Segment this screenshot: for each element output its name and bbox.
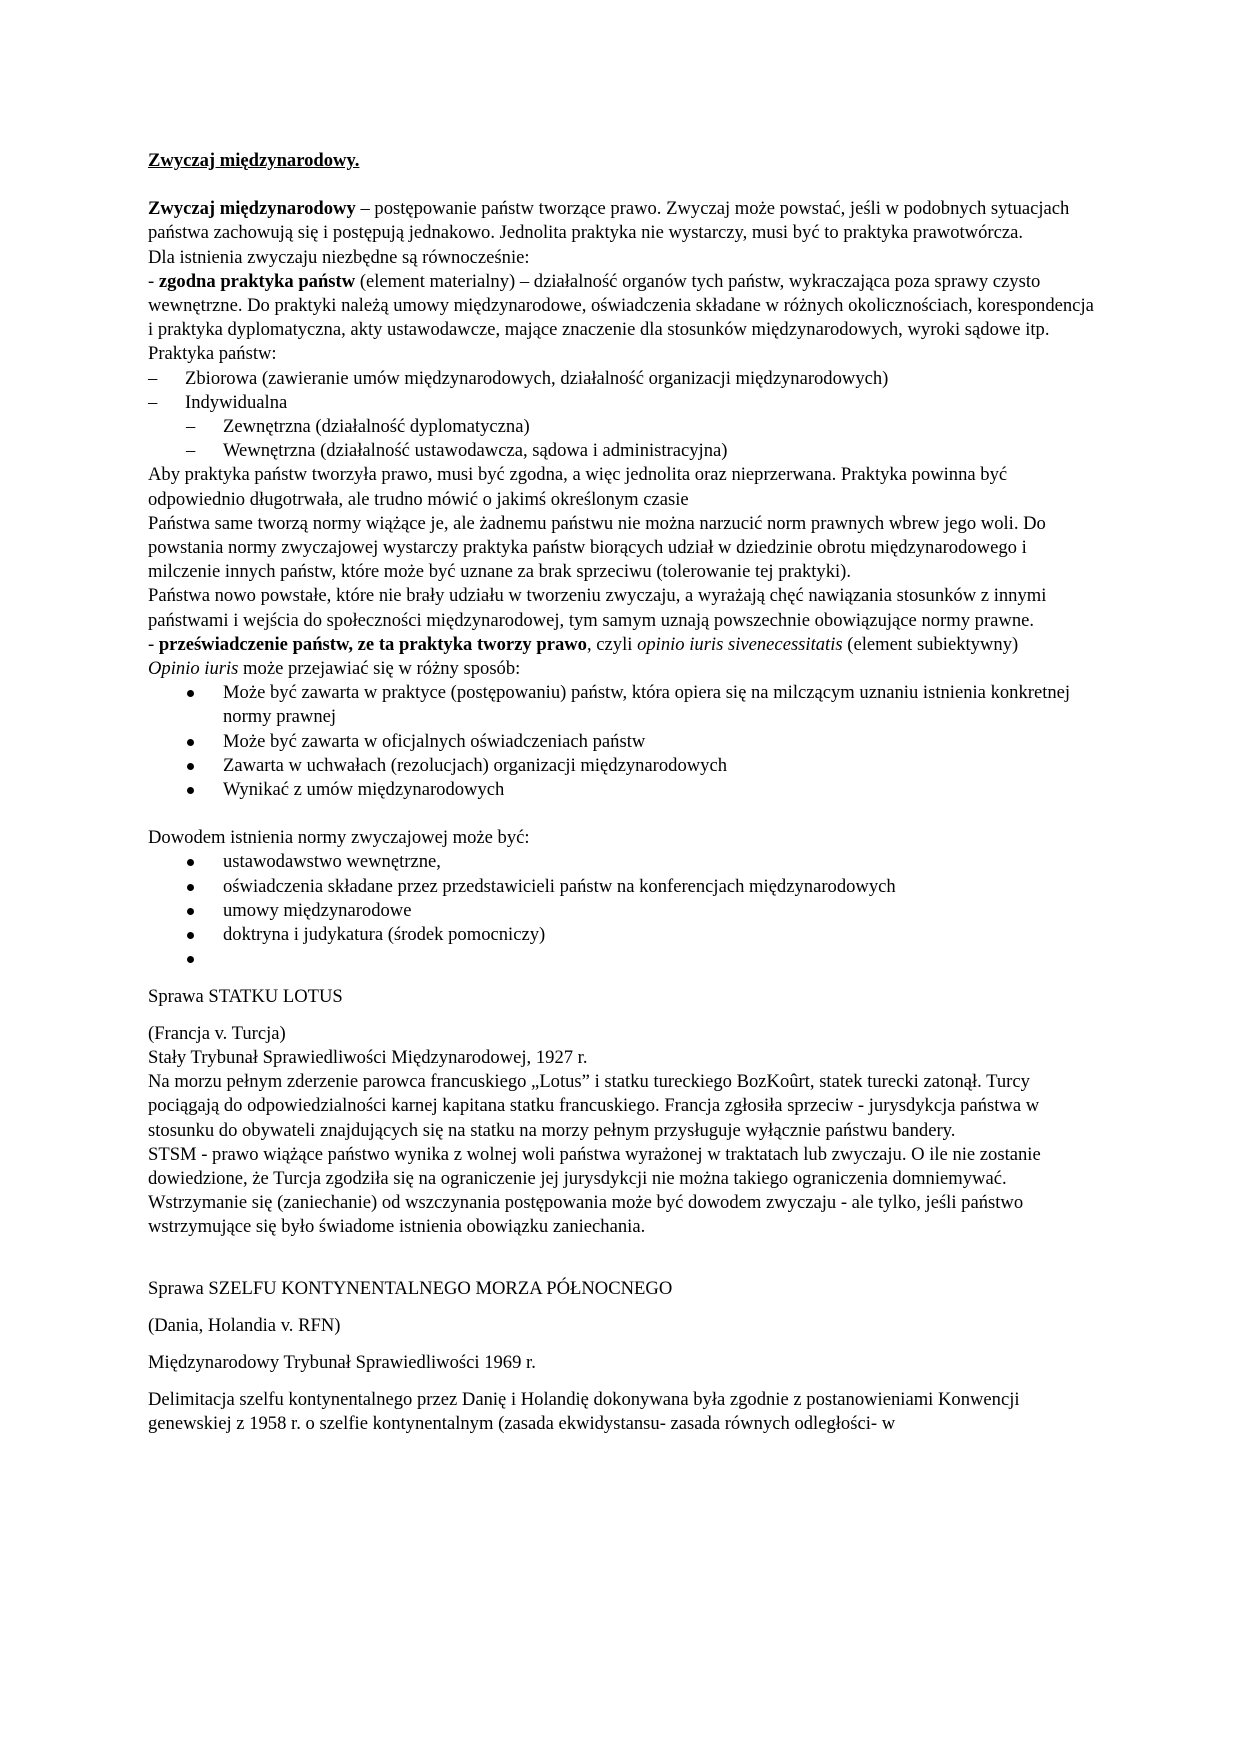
lotus-paragraph-1: Na morzu pełnym zderzenie parowca francuskiego „Lotus” i statku tureckiego BozKoûrt, statek turecki zatonął. Turcy pociągają do odpowiedzialności karnej kapitana statku francuskiego. Francja zgłosiła sprzeciw - jurysdykcja państwa w stosunku do obywateli znajdujących się na statku na morzy pełnym przysługuje wyłącznie państwu bandery. [148, 1071, 1040, 1141]
bullet-icon [187, 739, 194, 746]
practice-term: zgodna praktyka państw [158, 270, 356, 292]
spacer [148, 1264, 1098, 1277]
evidence-lead: Dowodem istnienia normy zwyczajowej może być: [148, 827, 530, 849]
list-item [148, 899, 1098, 923]
opinio-ways-list [148, 681, 1098, 802]
bullet-icon [187, 908, 194, 915]
practice-prefix: - [148, 270, 159, 292]
opinio-text-after: (element subiektywny) [842, 633, 1019, 655]
list-item [148, 947, 1098, 971]
list-item-text: umowy międzynarodowe [223, 899, 412, 921]
list-item-text: ustawodawstwo wewnętrzne, [223, 851, 441, 873]
opinio-ways-lead [148, 657, 1098, 681]
bullet-icon [187, 932, 194, 939]
spacer [148, 802, 1098, 826]
conditions-lead: Dla istnienia zwyczaju niezbędne są równocześnie: [148, 246, 530, 268]
practice-paragraph [148, 270, 1098, 343]
dash-marker: – [148, 391, 158, 413]
spacer [148, 1375, 1098, 1388]
practice-paragraph-2: Państwa same tworzą normy wiążące je, ale żadnemu państwu nie można narzucić norm prawnych wbrew jego woli. Do powstania normy zwyczajowej wystarczy praktyka państw biorących udział w dziedzinie obrotu międzynarodowego i milczenie innych państw, które może być uznane za brak sprzeciwu (tolerowanie tej praktyki). [148, 512, 1046, 583]
list-item-text: Może być zawarta w oficjalnych oświadczeniach państw [223, 730, 646, 752]
spacer [148, 1301, 1098, 1314]
practice-subtypes-list [148, 415, 1098, 463]
intro-term: Zwyczaj międzynarodowy [148, 198, 356, 220]
lotus-paragraph-2: STSM - prawo wiążące państwo wynika z wolnej woli państwa wyrażonej w traktatach lub zwyczaju. O ile nie zostanie dowiedzione, że Turcja zgodziła się na ograniczenie jej jurysdykcji nie można takiego ograniczenia domniemywać. Wstrzymanie się (zaniechanie) od wszczynania postępowania może być dowodem zwyczaju - ale tylko, jeśli państwo wstrzymujące się było świadome istnienia obowiązku zaniechania. [148, 1143, 1041, 1238]
list-item [148, 850, 1098, 874]
opinio-ways-latin: Opinio iuris [148, 658, 239, 680]
list-item [148, 778, 1098, 802]
document-title: Zwyczaj międzynarodowy. [148, 150, 360, 171]
shelf-heading: Sprawa SZELFU KONTYNENTALNEGO MORZA PÓŁNOCNEGO [148, 1277, 673, 1299]
list-item [148, 439, 1098, 463]
bullet-icon [187, 787, 194, 794]
practice-types-list [148, 367, 1098, 415]
list-item [148, 415, 1098, 439]
bullet-icon [187, 859, 194, 866]
opinio-latin: opinio iuris sivenecessitatis [637, 633, 843, 655]
lotus-parties: (Francja v. Turcja) [148, 1022, 286, 1044]
list-item [148, 367, 1098, 391]
practice-types-lead: Praktyka państw: [148, 343, 277, 365]
spacer [148, 1009, 1098, 1022]
lotus-heading: Sprawa STATKU LOTUS [148, 985, 343, 1007]
opinio-prefix: - [148, 633, 159, 655]
shelf-parties: (Dania, Holandia v. RFN) [148, 1314, 341, 1336]
list-item-text: Może być zawarta w praktyce (postępowaniu) państw, która opiera się na milczącym uznaniu istnienia konkretnej normy prawnej [223, 682, 1071, 728]
list-item [148, 754, 1098, 778]
dash-marker: – [186, 440, 196, 462]
list-item [148, 875, 1098, 899]
bullet-icon [187, 690, 194, 697]
list-item-text: Wynikać z umów międzynarodowych [223, 779, 505, 801]
list-item [148, 391, 1098, 415]
list-item-text: Wewnętrzna (działalność ustawodawcza, sądowa i administracyjna) [223, 440, 728, 462]
list-item-text: doktryna i judykatura (środek pomocniczy) [223, 924, 546, 946]
lotus-court: Stały Trybunał Sprawiedliwości Międzynarodowej, 1927 r. [148, 1046, 588, 1068]
practice-paragraph-1: Aby praktyka państw tworzyła prawo, musi być zgodna, a więc jednolita oraz nieprzerwana. Praktyka powinna być odpowiednio długotrwała, ale trudno mówić o jakimś określonym czasie [148, 464, 1008, 510]
intro-paragraph [148, 197, 1098, 245]
opinio-text-before: , czyli [586, 633, 638, 655]
spacer [148, 972, 1098, 985]
dash-marker: – [186, 416, 196, 438]
list-item-text: Zewnętrzna (działalność dyplomatyczna) [223, 416, 530, 438]
document-body [148, 149, 1098, 1437]
opinio-term: przeświadczenie państw, ze ta praktyka tworzy prawo [158, 633, 587, 655]
intro-text: – postępowanie państw tworzące prawo. Zwyczaj może powstać, jeśli w podobnych sytuacjach państwa zachowują się i postępują jednakowo. Jednolita praktyka nie wystarczy, musi być to praktyka prawotwórcza. [148, 198, 1070, 244]
list-item [148, 923, 1098, 947]
dash-marker: – [148, 367, 158, 389]
shelf-court: Międzynarodowy Trybunał Sprawiedliwości 1969 r. [148, 1351, 536, 1373]
list-item-text: oświadczenia składane przez przedstawicieli państw na konferencjach międzynarodowych [223, 875, 896, 897]
list-item-text: Indywidualna [185, 391, 288, 413]
list-item-text: Zbiorowa (zawieranie umów międzynarodowych, działalność organizacji międzynarodowych) [185, 367, 889, 389]
bullet-icon [187, 884, 194, 891]
opinio-paragraph [148, 633, 1098, 657]
practice-text: (element materialny) – działalność organów tych państw, wykraczająca poza sprawy czysto wewnętrzne. Do praktyki należą umowy międzynarodowe, oświadczenia składane w różnych okolicznościach, korespondencja i praktyka dyplomatyczna, akty ustawodawcze, mające znaczenie dla stosunków międzynarodowych, wyroki sądowe itp. [148, 270, 1094, 341]
list-item-text: Zawarta w uchwałach (rezolucjach) organizacji międzynarodowych [223, 754, 728, 776]
evidence-list [148, 850, 1098, 971]
spacer [148, 1338, 1098, 1351]
practice-paragraph-3: Państwa nowo powstałe, które nie brały udziału w tworzeniu zwyczaju, a wyrażają chęć nawiązania stosunków z innymi państwami i wejścia do społeczności międzynarodowej, tym samym uznają powszechnie obowiązujące normy prawne. [148, 585, 1047, 631]
list-item [148, 730, 1098, 754]
bullet-icon [187, 763, 194, 770]
bullet-icon [187, 956, 194, 963]
spacer [148, 1240, 1098, 1264]
shelf-paragraph: Delimitacja szelfu kontynentalnego przez Danię i Holandię dokonywana była zgodnie z postanowieniami Konwencji genewskiej z 1958 r. o szelfie kontynentalnym (zasada ekwidystansu- zasada równych odległości- w [148, 1389, 1020, 1435]
opinio-ways-lead-text: może przejawiać się w różny sposób: [238, 658, 521, 680]
list-item [148, 681, 1098, 729]
